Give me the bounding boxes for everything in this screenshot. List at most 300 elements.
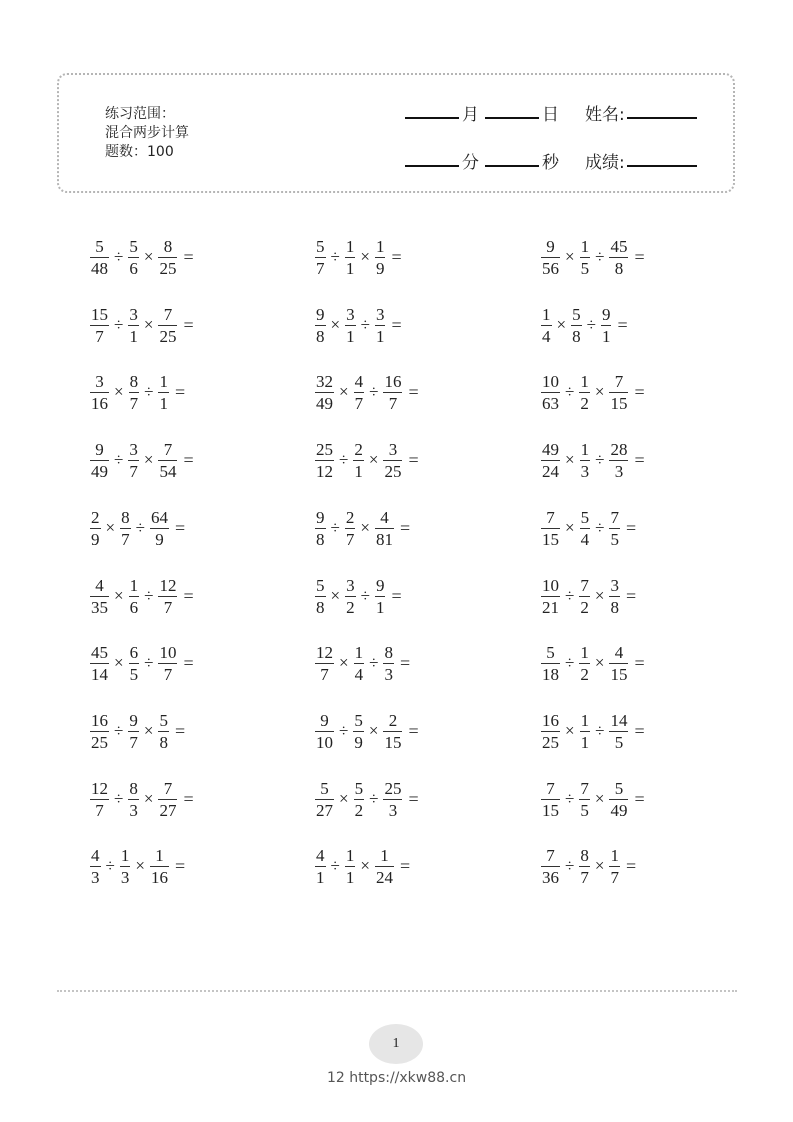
fraction-bar bbox=[580, 731, 591, 732]
fraction-third bbox=[158, 305, 177, 346]
operator-second: × bbox=[135, 856, 145, 875]
fraction-bar bbox=[315, 731, 334, 732]
fraction-bar bbox=[90, 528, 101, 529]
denominator: 9 bbox=[91, 529, 100, 549]
fraction-bar bbox=[541, 799, 560, 800]
equals-sign: = bbox=[634, 652, 645, 673]
operator-first: ÷ bbox=[114, 789, 124, 808]
math-problem bbox=[88, 230, 194, 284]
fraction-first bbox=[541, 711, 560, 752]
denominator: 1 bbox=[159, 393, 168, 413]
fraction-first bbox=[90, 846, 101, 887]
equals-sign: = bbox=[408, 788, 419, 809]
math-problem bbox=[88, 772, 194, 826]
fraction-bar bbox=[609, 799, 628, 800]
fraction-third bbox=[158, 372, 169, 413]
denominator: 15 bbox=[542, 800, 559, 820]
numerator: 3 bbox=[129, 304, 138, 324]
denominator: 8 bbox=[610, 597, 619, 617]
fraction-second bbox=[345, 237, 356, 278]
numerator: 3 bbox=[95, 371, 104, 391]
numerator: 9 bbox=[601, 304, 611, 324]
math-problem bbox=[313, 365, 419, 419]
fraction-bar bbox=[609, 528, 620, 529]
day-label: 日 bbox=[542, 105, 559, 125]
second-blank[interactable] bbox=[485, 165, 539, 167]
operator-first: × bbox=[105, 518, 116, 537]
numerator: 9 bbox=[375, 575, 385, 595]
fraction-bar bbox=[315, 528, 326, 529]
numerator: 2 bbox=[91, 507, 100, 527]
equals-sign: = bbox=[408, 720, 419, 741]
fraction-bar bbox=[541, 460, 560, 461]
equals-sign: = bbox=[399, 517, 411, 538]
numerator: 4 bbox=[614, 642, 624, 662]
numerator: 1 bbox=[580, 642, 589, 662]
fraction-second bbox=[353, 711, 364, 752]
score-blank[interactable] bbox=[627, 165, 697, 167]
numerator: 1 bbox=[542, 304, 551, 324]
operator-second: × bbox=[143, 315, 154, 334]
operator-first: × bbox=[565, 450, 575, 469]
worksheet-info bbox=[105, 105, 189, 162]
numerator: 7 bbox=[580, 778, 589, 798]
numerator: 10 bbox=[542, 371, 559, 391]
math-problem bbox=[539, 501, 636, 555]
fraction-second bbox=[345, 576, 356, 617]
denominator: 8 bbox=[316, 529, 325, 549]
fraction-third bbox=[383, 372, 402, 413]
fraction-third bbox=[609, 711, 628, 752]
denominator: 10 bbox=[316, 732, 333, 752]
numerator: 5 bbox=[129, 236, 138, 256]
fraction-bar bbox=[150, 866, 169, 867]
fraction-second bbox=[128, 779, 139, 820]
denominator: 1 bbox=[580, 732, 590, 752]
fraction-bar bbox=[90, 325, 109, 326]
operator-first: ÷ bbox=[330, 518, 340, 537]
operator-first: ÷ bbox=[114, 450, 124, 469]
numerator: 16 bbox=[384, 371, 402, 391]
numerator: 25 bbox=[384, 778, 402, 798]
fraction-bar bbox=[609, 596, 620, 597]
numerator: 9 bbox=[546, 236, 555, 256]
operator-second: × bbox=[368, 721, 379, 740]
denominator: 56 bbox=[542, 258, 559, 278]
fraction-bar bbox=[353, 460, 364, 461]
fraction-bar bbox=[383, 392, 402, 393]
numerator: 1 bbox=[354, 642, 364, 662]
equals-sign: = bbox=[183, 246, 194, 267]
fraction-third bbox=[375, 237, 386, 278]
fraction-second bbox=[579, 846, 590, 887]
denominator: 8 bbox=[316, 326, 325, 346]
fraction-third bbox=[609, 237, 628, 278]
fraction-second bbox=[345, 508, 356, 549]
operator-second: × bbox=[594, 586, 605, 605]
operator-first: × bbox=[114, 382, 124, 401]
operator-second: × bbox=[143, 247, 154, 266]
denominator: 7 bbox=[320, 664, 329, 684]
denominator: 14 bbox=[91, 664, 108, 684]
numerator: 7 bbox=[163, 778, 173, 798]
numerator: 1 bbox=[120, 845, 130, 865]
denominator: 9 bbox=[375, 258, 385, 278]
numerator: 5 bbox=[580, 507, 590, 527]
fraction-bar bbox=[158, 731, 169, 732]
denominator: 1 bbox=[345, 867, 355, 887]
operator-second: ÷ bbox=[595, 247, 605, 266]
numerator: 25 bbox=[316, 439, 333, 459]
fraction-first bbox=[541, 372, 560, 413]
denominator: 7 bbox=[163, 597, 173, 617]
numerator: 16 bbox=[91, 710, 108, 730]
numerator: 5 bbox=[159, 710, 168, 730]
fraction-bar bbox=[315, 799, 334, 800]
fraction-bar bbox=[345, 528, 356, 529]
operator-second: × bbox=[368, 450, 379, 469]
fraction-bar bbox=[158, 596, 177, 597]
fraction-bar bbox=[375, 528, 394, 529]
fraction-first bbox=[541, 779, 560, 820]
denominator: 5 bbox=[129, 664, 139, 684]
equals-sign: = bbox=[625, 585, 637, 606]
denominator: 3 bbox=[91, 867, 100, 887]
denominator: 6 bbox=[129, 597, 139, 617]
denominator: 15 bbox=[610, 664, 628, 684]
fraction-bar bbox=[609, 663, 628, 664]
numerator: 9 bbox=[320, 710, 329, 730]
numerator: 5 bbox=[354, 778, 364, 798]
operator-second: ÷ bbox=[135, 518, 145, 537]
equals-sign: = bbox=[174, 720, 186, 741]
name-label: 姓名: bbox=[585, 105, 625, 125]
denominator: 8 bbox=[572, 326, 581, 346]
denominator: 49 bbox=[610, 800, 628, 820]
numerator: 7 bbox=[546, 845, 555, 865]
fraction-bar bbox=[541, 596, 560, 597]
math-problem bbox=[88, 501, 185, 555]
denominator: 3 bbox=[129, 800, 138, 820]
numerator: 1 bbox=[580, 371, 589, 391]
numerator: 45 bbox=[91, 642, 108, 662]
numerator: 28 bbox=[610, 439, 628, 459]
month-blank[interactable] bbox=[405, 117, 459, 119]
numerator: 8 bbox=[163, 236, 173, 256]
math-problem bbox=[539, 230, 645, 284]
minute-label: 分 bbox=[462, 153, 479, 173]
numerator: 2 bbox=[345, 507, 355, 527]
fraction-first bbox=[90, 711, 109, 752]
fraction-first bbox=[541, 305, 552, 346]
fraction-bar bbox=[354, 392, 365, 393]
numerator: 15 bbox=[91, 304, 108, 324]
fraction-third bbox=[383, 779, 402, 820]
fraction-bar bbox=[601, 325, 612, 326]
numerator: 5 bbox=[95, 236, 104, 256]
fraction-second bbox=[345, 846, 356, 887]
name-blank[interactable] bbox=[627, 117, 697, 119]
fraction-bar bbox=[609, 731, 628, 732]
numerator: 1 bbox=[375, 236, 385, 256]
numerator: 2 bbox=[354, 439, 363, 459]
numerator: 4 bbox=[91, 845, 100, 865]
math-problem bbox=[88, 839, 185, 893]
numerator: 3 bbox=[610, 575, 619, 595]
fraction-second bbox=[579, 372, 590, 413]
fraction-second bbox=[354, 779, 365, 820]
operator-first: × bbox=[565, 721, 575, 740]
numerator: 4 bbox=[380, 507, 389, 527]
math-problem bbox=[313, 839, 410, 893]
fraction-bar bbox=[579, 799, 590, 800]
denominator: 5 bbox=[614, 732, 624, 752]
denominator: 8 bbox=[159, 732, 168, 752]
fraction-bar bbox=[580, 257, 591, 258]
denominator: 25 bbox=[159, 258, 177, 278]
fraction-third bbox=[609, 372, 628, 413]
fraction-third bbox=[609, 576, 620, 617]
denominator: 15 bbox=[384, 732, 402, 752]
fraction-bar bbox=[375, 257, 386, 258]
fraction-bar bbox=[609, 392, 628, 393]
denominator: 3 bbox=[384, 664, 393, 684]
denominator: 7 bbox=[121, 529, 130, 549]
fraction-second bbox=[354, 643, 365, 684]
fraction-second bbox=[580, 711, 591, 752]
denominator: 8 bbox=[614, 258, 624, 278]
operator-first: ÷ bbox=[330, 856, 340, 875]
denominator: 16 bbox=[150, 867, 168, 887]
fraction-bar bbox=[571, 325, 582, 326]
denominator: 12 bbox=[316, 461, 333, 481]
numerator: 8 bbox=[580, 845, 589, 865]
denominator: 25 bbox=[159, 326, 177, 346]
numerator: 12 bbox=[316, 642, 333, 662]
fraction-bar bbox=[90, 257, 109, 258]
denominator: 6 bbox=[129, 258, 138, 278]
footer-divider bbox=[57, 990, 737, 992]
math-problem bbox=[313, 230, 402, 284]
denominator: 7 bbox=[129, 732, 138, 752]
fraction-bar bbox=[609, 257, 628, 258]
operator-first: ÷ bbox=[565, 586, 575, 605]
numerator: 32 bbox=[316, 371, 333, 391]
fraction-first bbox=[90, 643, 109, 684]
fraction-bar bbox=[580, 460, 591, 461]
operator-first: ÷ bbox=[565, 856, 575, 875]
math-problem bbox=[88, 636, 194, 690]
fraction-bar bbox=[158, 325, 177, 326]
operator-first: ÷ bbox=[114, 721, 124, 740]
fraction-third bbox=[158, 576, 177, 617]
denominator: 16 bbox=[91, 393, 108, 413]
second-label: 秒 bbox=[542, 153, 559, 173]
operator-second: ÷ bbox=[595, 721, 605, 740]
denominator: 63 bbox=[542, 393, 559, 413]
numerator: 10 bbox=[542, 575, 559, 595]
denominator: 15 bbox=[542, 529, 559, 549]
fraction-bar bbox=[580, 528, 591, 529]
fraction-third bbox=[609, 508, 620, 549]
equals-sign: = bbox=[183, 449, 194, 470]
operator-first: × bbox=[556, 315, 567, 334]
numerator: 8 bbox=[121, 507, 130, 527]
denominator: 48 bbox=[91, 258, 108, 278]
operator-second: × bbox=[143, 721, 154, 740]
fraction-bar bbox=[345, 596, 356, 597]
numerator: 4 bbox=[354, 371, 364, 391]
denominator: 2 bbox=[580, 664, 589, 684]
math-problem bbox=[88, 365, 185, 419]
equals-sign: = bbox=[408, 449, 419, 470]
fraction-first bbox=[315, 440, 334, 481]
math-problem bbox=[313, 433, 419, 487]
numerator: 1 bbox=[345, 236, 355, 256]
equals-sign: = bbox=[174, 381, 186, 402]
denominator: 35 bbox=[91, 597, 108, 617]
numerator: 1 bbox=[610, 845, 619, 865]
operator-second: × bbox=[594, 653, 605, 672]
fraction-second bbox=[129, 372, 140, 413]
operator-second: ÷ bbox=[369, 382, 379, 401]
fraction-bar bbox=[158, 392, 169, 393]
numerator: 2 bbox=[388, 710, 398, 730]
fraction-bar bbox=[129, 596, 140, 597]
fraction-bar bbox=[129, 663, 140, 664]
fraction-bar bbox=[383, 460, 402, 461]
numerator: 5 bbox=[572, 304, 581, 324]
equals-sign: = bbox=[183, 585, 194, 606]
day-blank[interactable] bbox=[485, 117, 539, 119]
equals-sign: = bbox=[617, 314, 628, 335]
fraction-third bbox=[158, 440, 177, 481]
fraction-third bbox=[609, 440, 628, 481]
fraction-first bbox=[315, 372, 334, 413]
operator-first: × bbox=[339, 653, 349, 672]
fraction-bar bbox=[541, 866, 560, 867]
numerator: 5 bbox=[546, 642, 555, 662]
fraction-bar bbox=[315, 663, 334, 664]
denominator: 1 bbox=[316, 867, 325, 887]
fraction-second bbox=[345, 305, 356, 346]
operator-second: ÷ bbox=[595, 518, 605, 537]
numerator: 7 bbox=[546, 507, 555, 527]
fraction-bar bbox=[158, 799, 177, 800]
fraction-bar bbox=[128, 731, 139, 732]
equals-sign: = bbox=[634, 246, 645, 267]
fraction-third bbox=[601, 305, 612, 346]
fraction-second bbox=[128, 237, 139, 278]
operator-first: ÷ bbox=[114, 247, 124, 266]
fraction-bar bbox=[315, 257, 326, 258]
denominator: 15 bbox=[610, 393, 628, 413]
operator-first: × bbox=[114, 586, 124, 605]
fraction-bar bbox=[383, 799, 402, 800]
denominator: 7 bbox=[610, 867, 619, 887]
fraction-bar bbox=[128, 799, 139, 800]
numerator: 3 bbox=[346, 304, 355, 324]
denominator: 7 bbox=[95, 800, 104, 820]
denominator: 1 bbox=[375, 597, 385, 617]
operator-second: × bbox=[143, 450, 154, 469]
denominator: 2 bbox=[354, 800, 364, 820]
operator-first: × bbox=[330, 586, 341, 605]
denominator: 5 bbox=[580, 258, 590, 278]
denominator: 1 bbox=[375, 326, 385, 346]
fraction-first bbox=[315, 779, 334, 820]
numerator: 4 bbox=[316, 845, 325, 865]
numerator: 1 bbox=[159, 371, 168, 391]
operator-first: ÷ bbox=[565, 789, 575, 808]
fraction-bar bbox=[315, 325, 326, 326]
math-problem bbox=[539, 298, 628, 352]
numerator: 16 bbox=[542, 710, 559, 730]
math-problem bbox=[539, 636, 645, 690]
math-problem bbox=[313, 298, 402, 352]
operator-second: × bbox=[594, 789, 605, 808]
fraction-first bbox=[90, 237, 109, 278]
numerator: 7 bbox=[610, 507, 619, 527]
fraction-bar bbox=[579, 392, 590, 393]
denominator: 54 bbox=[159, 461, 177, 481]
fraction-first bbox=[541, 237, 560, 278]
fraction-bar bbox=[345, 866, 356, 867]
operator-first: ÷ bbox=[339, 450, 349, 469]
fraction-second bbox=[580, 508, 591, 549]
numerator: 5 bbox=[316, 236, 325, 256]
fraction-third bbox=[150, 846, 169, 887]
equals-sign: = bbox=[634, 720, 645, 741]
equals-sign: = bbox=[634, 449, 645, 470]
denominator: 49 bbox=[91, 461, 108, 481]
operator-second: ÷ bbox=[144, 653, 154, 672]
operator-second: ÷ bbox=[360, 315, 370, 334]
equals-sign: = bbox=[391, 246, 402, 267]
fraction-third bbox=[609, 643, 628, 684]
denominator: 9 bbox=[354, 732, 363, 752]
fraction-bar bbox=[541, 731, 560, 732]
score-label: 成绩: bbox=[585, 153, 625, 173]
operator-second: ÷ bbox=[360, 586, 370, 605]
equals-sign: = bbox=[183, 788, 194, 809]
operator-first: × bbox=[339, 382, 349, 401]
operator-first: × bbox=[339, 789, 349, 808]
fraction-bar bbox=[345, 257, 356, 258]
denominator: 2 bbox=[580, 393, 589, 413]
denominator: 3 bbox=[580, 461, 590, 481]
math-problem bbox=[539, 569, 636, 623]
fraction-bar bbox=[90, 392, 109, 393]
fraction-second bbox=[580, 237, 591, 278]
fraction-bar bbox=[354, 799, 365, 800]
fraction-second bbox=[579, 576, 590, 617]
fraction-second bbox=[353, 440, 364, 481]
denominator: 5 bbox=[580, 800, 589, 820]
denominator: 81 bbox=[375, 529, 393, 549]
fraction-bar bbox=[158, 460, 177, 461]
denominator: 7 bbox=[129, 461, 138, 481]
equals-sign: = bbox=[174, 517, 186, 538]
denominator: 3 bbox=[388, 800, 398, 820]
minute-blank[interactable] bbox=[405, 165, 459, 167]
operator-second: ÷ bbox=[595, 450, 605, 469]
fraction-first bbox=[90, 305, 109, 346]
fraction-bar bbox=[315, 460, 334, 461]
operator-first: ÷ bbox=[565, 382, 575, 401]
fraction-first bbox=[315, 576, 326, 617]
fraction-first bbox=[90, 372, 109, 413]
